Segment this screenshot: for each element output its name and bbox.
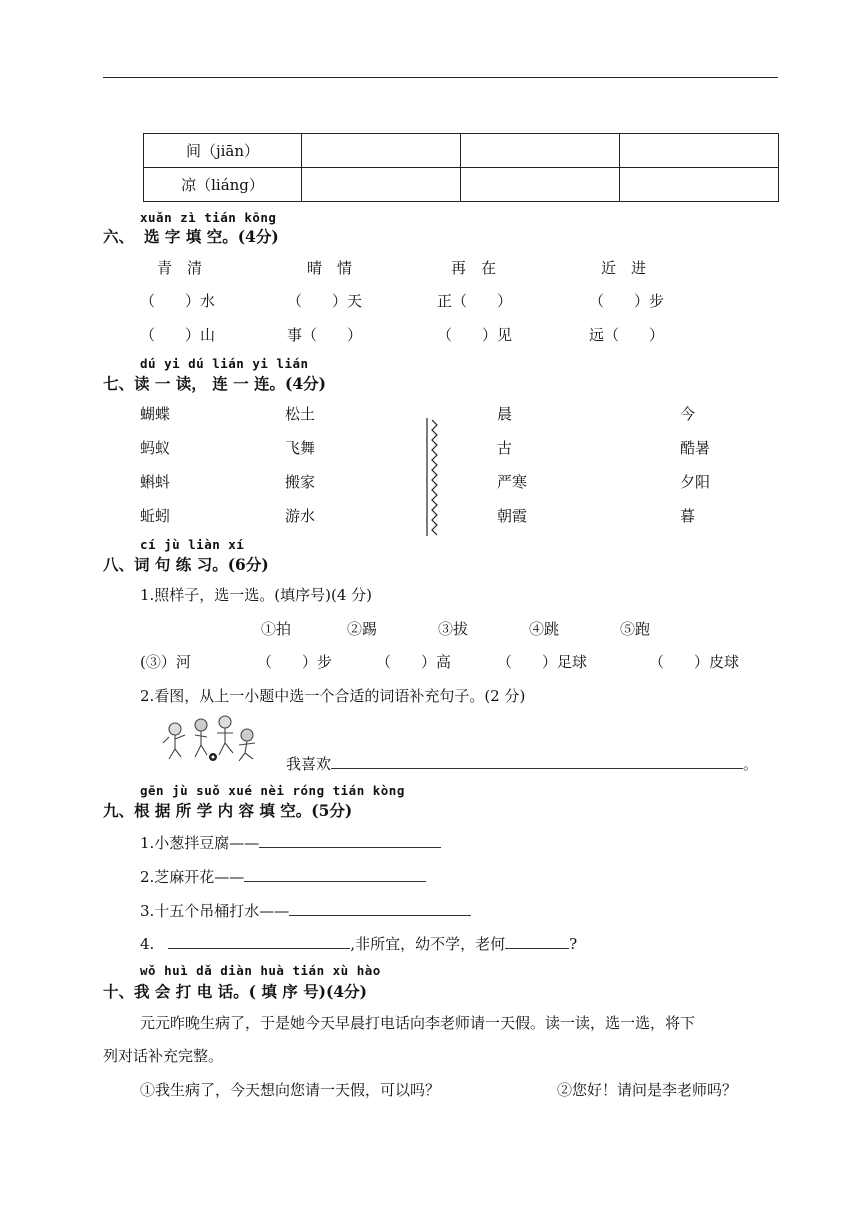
table-cell[interactable]	[461, 134, 620, 168]
s9-heading	[103, 799, 352, 821]
s7-col3-item[interactable]: 严寒	[497, 473, 528, 491]
answer-line[interactable]	[505, 934, 569, 949]
answer-line[interactable]	[244, 867, 426, 882]
s6-score: 。(4分)	[222, 227, 279, 246]
s9-item4-num: 4.	[140, 935, 155, 953]
s7-col2-item[interactable]: 搬家	[285, 473, 316, 491]
s6-blank[interactable]: 事（ ）	[287, 326, 363, 344]
s6-group-2: 晴 情	[307, 259, 353, 277]
s9-title: 根 据 所 学 内 容 填 空	[134, 801, 296, 820]
kids-playing-football-image	[155, 713, 260, 765]
s10-heading	[103, 980, 367, 1002]
s9-item-3	[140, 900, 471, 921]
s7-col3-item[interactable]: 晨	[497, 405, 513, 423]
s9-item4-mid: ,非所宜，幼不学，老何	[350, 935, 506, 953]
s7-heading	[103, 372, 326, 394]
table-cell-label: 间（jiān）	[144, 134, 302, 168]
table-row	[144, 134, 779, 168]
s7-col1-item[interactable]: 蝴蝶	[140, 405, 171, 423]
answer-line[interactable]	[259, 833, 441, 848]
s7-title: 读 一 读， 连 一 连	[134, 374, 270, 393]
s9-item-text: 1.小葱拌豆腐——	[140, 834, 260, 852]
s10-pinyin: wǒ huì dǎ diàn huà tián xù hào	[140, 963, 381, 978]
s6-heading	[103, 225, 279, 247]
s7-col1-item[interactable]: 蚯蚓	[140, 507, 171, 525]
s8-answer[interactable]: (③）河	[140, 653, 191, 671]
answer-line[interactable]	[168, 934, 350, 949]
s6-blank[interactable]: 正（ ）	[437, 292, 513, 310]
table-cell-label: 凉（liáng）	[144, 168, 302, 202]
s8-q1: 1.照样子，选一选。(填序号)(4 分)	[140, 586, 373, 604]
s6-blank[interactable]: （ ）见	[437, 326, 513, 344]
s9-score: 。(5分)	[295, 801, 353, 820]
s10-num: 十、	[103, 982, 135, 1001]
s6-blank[interactable]: （ ）水	[140, 292, 216, 310]
s8-sentence-start: 我喜欢	[286, 755, 332, 773]
s7-score: 。(4分)	[269, 374, 326, 393]
s7-col2-item[interactable]: 飞舞	[285, 439, 316, 457]
s10-title: 我 会 打 电 话	[134, 982, 234, 1001]
s8-score: 。(6分)	[212, 555, 269, 574]
s6-group-1: 青 清	[157, 259, 203, 277]
s9-item-text: 2.芝麻开花——	[140, 868, 245, 886]
s7-col1-item[interactable]: 蝌蚪	[140, 473, 171, 491]
s7-col4-item[interactable]: 酷暑	[680, 439, 711, 457]
s10-para-line-1: 元元昨晚生病了，于是她今天早晨打电话向李老师请一天假。读一读，选一选，将下	[140, 1014, 696, 1032]
table-cell[interactable]	[620, 168, 779, 202]
table-cell[interactable]	[461, 168, 620, 202]
table-row	[144, 168, 779, 202]
s7-col4-item[interactable]: 今	[680, 405, 696, 423]
s8-option: ⑤跑	[620, 620, 651, 638]
wavy-divider	[423, 418, 441, 536]
s6-group-3: 再 在	[451, 259, 497, 277]
header-rule	[103, 77, 778, 78]
s7-col3-item[interactable]: 古	[497, 439, 513, 457]
s8-option: ①拍	[261, 620, 292, 638]
s8-title: 词 句 练 习	[134, 555, 213, 574]
s10-para-line-2: 列对话补充完整。	[103, 1047, 224, 1065]
s7-col2-item[interactable]: 游水	[285, 507, 316, 525]
s8-option: ②踢	[347, 620, 378, 638]
table-cell[interactable]	[302, 168, 461, 202]
word-table	[143, 133, 779, 202]
s9-item-4	[140, 933, 577, 954]
answer-line[interactable]	[331, 754, 743, 769]
s8-pinyin: cí jù liàn xí	[140, 537, 245, 552]
s8-answer[interactable]: （ ）皮球	[649, 653, 740, 671]
s6-pinyin: xuǎn zì tián kōng	[140, 210, 277, 225]
s6-blank[interactable]: 远（ ）	[589, 326, 665, 344]
table-cell[interactable]	[620, 134, 779, 168]
s9-num: 九、	[103, 801, 135, 820]
s8-option: ④跳	[529, 620, 560, 638]
s6-blank[interactable]: （ ）步	[589, 292, 665, 310]
s8-sentence	[286, 753, 758, 774]
s8-sentence-end: 。	[743, 755, 759, 773]
s6-num: 六、	[103, 227, 135, 246]
s9-item-2	[140, 866, 426, 887]
s10-option-1[interactable]: ①我生病了，今天想向您请一天假，可以吗？	[140, 1081, 441, 1099]
s10-option-2[interactable]: ②您好！请问是李老师吗？	[557, 1081, 738, 1099]
s6-title: 选 字 填 空	[144, 227, 223, 246]
s9-pinyin: gēn jù suǒ xué nèi róng tián kòng	[140, 783, 405, 798]
table-cell[interactable]	[302, 134, 461, 168]
s8-answer[interactable]: （ ）足球	[497, 653, 588, 671]
s8-answer[interactable]: （ ）高	[376, 653, 452, 671]
s7-col1-item[interactable]: 蚂蚁	[140, 439, 171, 457]
s6-blank[interactable]: （ ）天	[287, 292, 363, 310]
s9-item-text: 3.十五个吊桶打水——	[140, 902, 290, 920]
s8-option: ③拔	[438, 620, 469, 638]
s6-group-4: 近 进	[601, 259, 647, 277]
s7-num: 七、	[103, 374, 135, 393]
s7-pinyin: dú yi dú lián yi lián	[140, 356, 309, 371]
s8-q2: 2.看图，从上一小题中选一个合适的词语补充句子。(2 分)	[140, 687, 526, 705]
s8-num: 八、	[103, 555, 135, 574]
s10-score: 。( 填 序 号)(4分)	[233, 982, 367, 1001]
s9-item4-end: ?	[569, 935, 578, 953]
s7-col4-item[interactable]: 夕阳	[680, 473, 711, 491]
s7-col2-item[interactable]: 松土	[285, 405, 316, 423]
answer-line[interactable]	[289, 901, 471, 916]
s7-col4-item[interactable]: 暮	[680, 507, 696, 525]
s6-blank[interactable]: （ ）山	[140, 326, 216, 344]
s8-heading	[103, 553, 269, 575]
s9-item-1	[140, 832, 441, 853]
s8-answer[interactable]: （ ）步	[257, 653, 333, 671]
s7-col3-item[interactable]: 朝霞	[497, 507, 528, 525]
